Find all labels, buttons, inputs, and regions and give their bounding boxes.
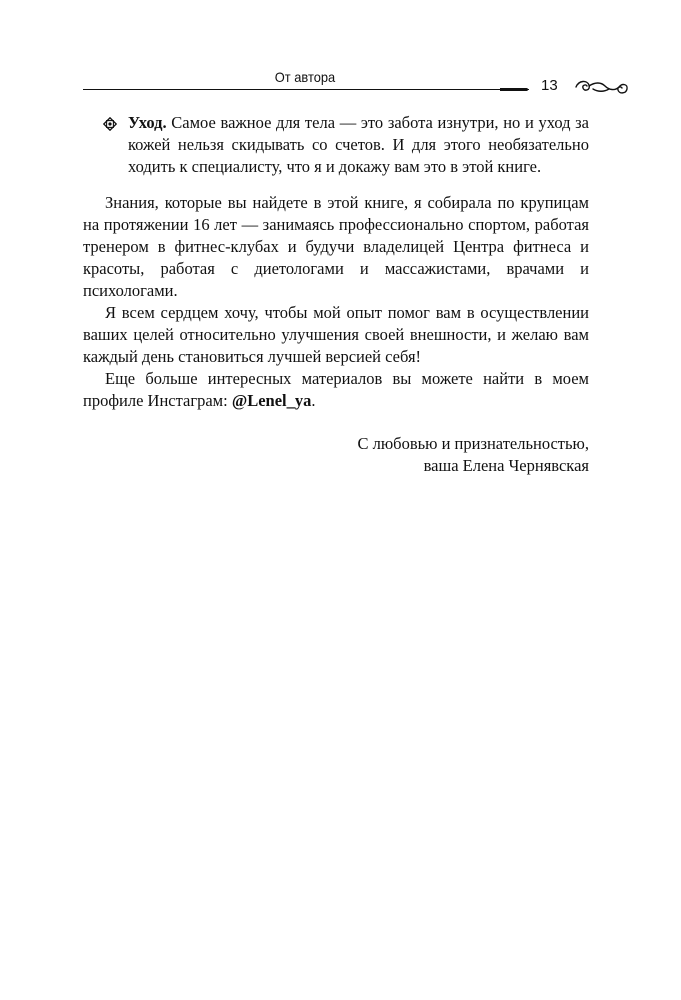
- scroll-flourish-icon: [573, 76, 629, 98]
- care-item-text: Самое важное для тела — это забота изнутри, но и уход за кожей нельзя скидывать со счетов. И для этого необязательно ходить к специалисту, что я и докажу вам это в этой книге.: [128, 113, 589, 176]
- section-title: От автора: [274, 69, 336, 85]
- signature-line-1: С любовью и признательностью,: [357, 434, 589, 453]
- instagram-text: Еще больше интересных материалов вы можете найти в моем профиле Инстаграм:: [83, 369, 589, 410]
- care-item-title: Уход.: [128, 113, 167, 132]
- signature: [83, 433, 589, 477]
- header-rule-end: [500, 88, 528, 91]
- paragraph-instagram: [83, 368, 589, 412]
- page-number: 13: [541, 77, 558, 94]
- header-rule: [83, 89, 529, 90]
- signature-line-2: ваша Елена Чернявская: [423, 456, 589, 475]
- paragraph-wishes: Я всем сердцем хочу, чтобы мой опыт помог вам в осуществлении ваших целей относительно улучшения своей внешности, и желаю вам каждый день становиться лучшей версией себя!: [83, 303, 589, 366]
- ornate-diamond-icon: [103, 117, 117, 131]
- care-list-item: [83, 112, 589, 178]
- running-header: [0, 0, 681, 110]
- instagram-handle: @Lenel_ya: [231, 391, 312, 410]
- page-body: [83, 112, 589, 477]
- paragraph-knowledge: Знания, которые вы найдете в этой книге, я собирала по крупицам на протяжении 16 лет — занимаясь профессионально спортом, работая тренером в фитнес-клубах и будучи владелицей Центра фитнеса и красоты, работая с диетологами и массажистами, врачами и психологами.: [83, 193, 589, 300]
- instagram-period: .: [311, 391, 316, 410]
